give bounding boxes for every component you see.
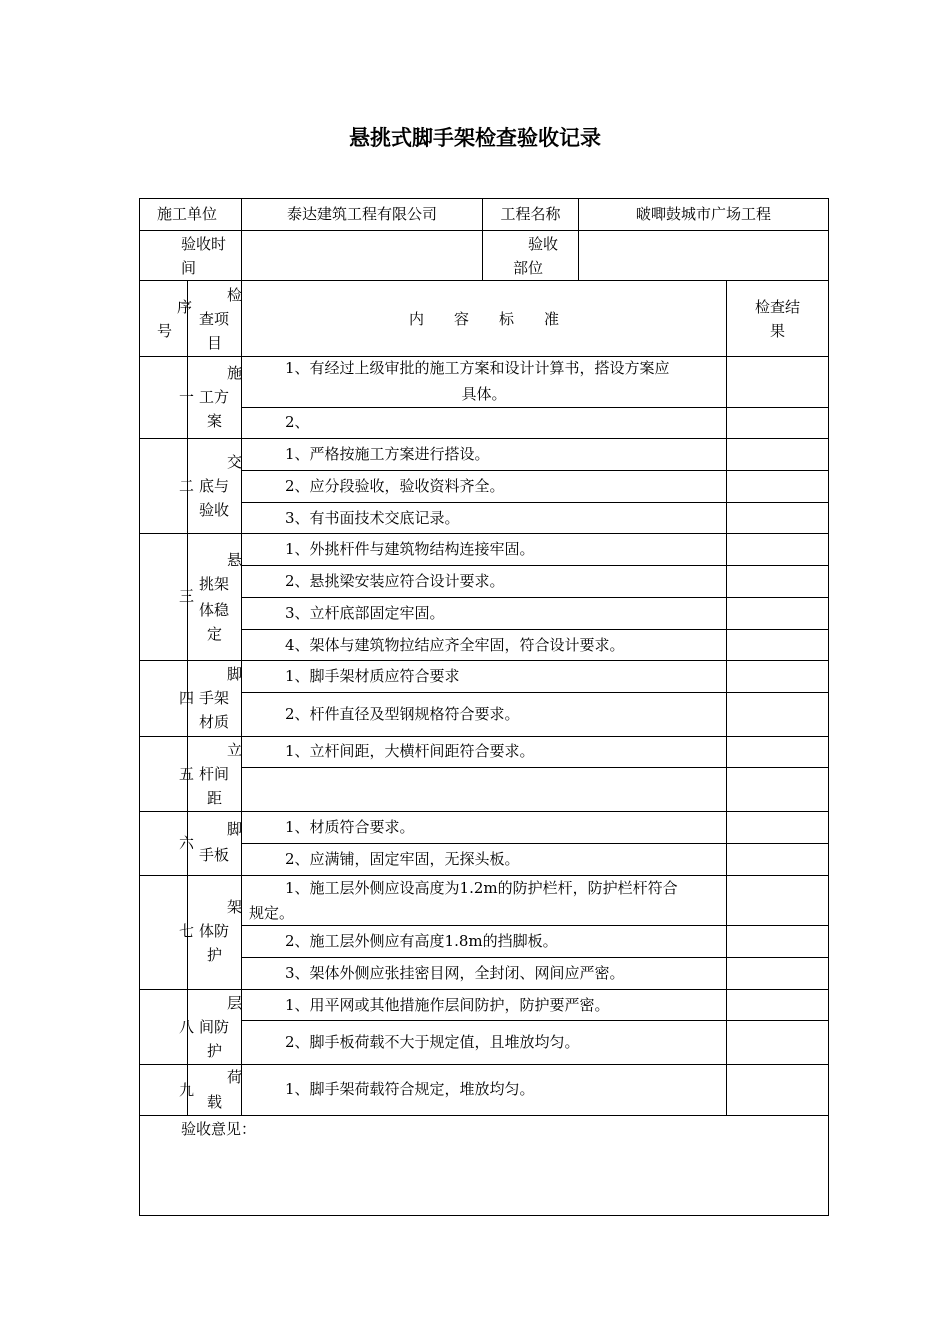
section-number: 五 bbox=[179, 765, 195, 783]
criterion: 4、架体与建筑物拉结应齐全牢固，符合设计要求。 bbox=[285, 636, 625, 654]
section-item: 立 bbox=[227, 741, 243, 759]
criterion: 2、杆件直径及型钢规格符合要求。 bbox=[285, 705, 520, 723]
criterion: 1、脚手架材质应符合要求 bbox=[285, 667, 460, 685]
section-item: 定 bbox=[207, 625, 223, 643]
page-title: 悬挑式脚手架检查验收记录 bbox=[349, 126, 601, 150]
criterion: 1、用平网或其他措施作层间防护，防护要严密。 bbox=[285, 996, 610, 1014]
criterion: 2、脚手板荷载不大于规定值，且堆放均匀。 bbox=[285, 1033, 580, 1051]
section-number: 一 bbox=[179, 388, 195, 406]
criterion: 2、应满铺，固定牢固，无探头板。 bbox=[285, 850, 520, 868]
criterion: 1、有经过上级审批的施工方案和设计计算书，搭设方案应 bbox=[285, 359, 670, 377]
section-item: 验收 bbox=[199, 501, 230, 519]
criterion: 1、施工层外侧应设高度为1.2m的防护栏杆，防护栏杆符合 bbox=[285, 879, 678, 897]
section-item: 护 bbox=[207, 1042, 223, 1060]
section-item: 脚 bbox=[227, 820, 243, 838]
seq-header: 序 bbox=[177, 298, 193, 316]
time-label-2: 间 bbox=[181, 259, 197, 277]
project-value: 啵唧鼓城市广场工程 bbox=[635, 205, 771, 223]
criterion: 1、立杆间距，大横杆间距符合要求。 bbox=[285, 742, 535, 760]
criterion: 3、有书面技术交底记录。 bbox=[285, 509, 460, 527]
criterion: 3、架体外侧应张挂密目网，全封闭、网间应严密。 bbox=[285, 964, 625, 982]
section-item: 层 bbox=[227, 994, 243, 1012]
section-item: 工方 bbox=[199, 388, 230, 406]
criterion: 1、脚手架荷载符合规定，堆放均匀。 bbox=[285, 1080, 535, 1098]
unit-value: 泰达建筑工程有限公司 bbox=[286, 205, 437, 223]
unit-label: 施工单位 bbox=[157, 205, 218, 223]
criterion: 2、施工层外侧应有高度1.8m的挡脚板。 bbox=[285, 932, 558, 950]
criterion-continued: 规定。 bbox=[249, 904, 295, 922]
content-header: 内 容 标 准 bbox=[408, 310, 559, 328]
item-header: 检 bbox=[227, 286, 243, 304]
section-item: 施 bbox=[227, 364, 243, 382]
section-item: 间防 bbox=[199, 1018, 230, 1036]
section-item: 悬 bbox=[227, 551, 243, 569]
part-label-2: 部位 bbox=[513, 259, 544, 277]
section-item: 荷 bbox=[227, 1068, 243, 1086]
section-item: 交 bbox=[227, 453, 243, 471]
section-item: 材质 bbox=[199, 713, 230, 731]
opinion-label: 验收意见： bbox=[181, 1120, 257, 1138]
item-header-2: 查项 bbox=[199, 310, 230, 328]
section-number: 三 bbox=[179, 587, 195, 605]
section-item: 体稳 bbox=[199, 601, 230, 619]
project-label: 工程名称 bbox=[500, 205, 561, 223]
part-label: 验收 bbox=[528, 235, 559, 253]
section-item: 体防 bbox=[199, 922, 230, 940]
section-item: 载 bbox=[207, 1093, 223, 1111]
acceptance-table bbox=[139, 198, 829, 1216]
criterion: 1、材质符合要求。 bbox=[285, 818, 415, 836]
section-item: 挑架 bbox=[199, 575, 230, 593]
criterion: 1、外挑杆件与建筑物结构连接牢固。 bbox=[285, 540, 535, 558]
section-item: 护 bbox=[207, 946, 223, 964]
section-number: 二 bbox=[179, 477, 195, 495]
section-number: 七 bbox=[179, 922, 195, 940]
result-header-2: 果 bbox=[770, 322, 786, 340]
criterion: 2、悬挑梁安装应符合设计要求。 bbox=[285, 572, 505, 590]
section-item: 脚 bbox=[227, 665, 243, 683]
seq-header-2: 号 bbox=[157, 322, 173, 340]
section-number: 九 bbox=[179, 1081, 195, 1099]
section-item: 底与 bbox=[199, 477, 230, 495]
time-label: 验收时 bbox=[181, 235, 227, 253]
criterion: 1、严格按施工方案进行搭设。 bbox=[285, 445, 490, 463]
result-header: 检查结 bbox=[754, 298, 800, 316]
criterion: 2、 bbox=[285, 413, 310, 431]
section-item: 架 bbox=[227, 898, 243, 916]
section-item: 案 bbox=[207, 412, 223, 430]
section-item: 杆间 bbox=[199, 765, 230, 783]
criterion-continued: 具体。 bbox=[461, 385, 507, 403]
section-item: 距 bbox=[207, 789, 223, 807]
section-item: 手架 bbox=[199, 689, 230, 707]
section-number: 四 bbox=[179, 689, 195, 707]
criterion: 2、应分段验收，验收资料齐全。 bbox=[285, 477, 505, 495]
section-number: 六 bbox=[179, 834, 195, 852]
section-item: 手板 bbox=[199, 846, 230, 864]
section-number: 八 bbox=[179, 1018, 195, 1036]
criterion: 3、立杆底部固定牢固。 bbox=[285, 604, 445, 622]
item-header-3: 目 bbox=[207, 334, 223, 352]
